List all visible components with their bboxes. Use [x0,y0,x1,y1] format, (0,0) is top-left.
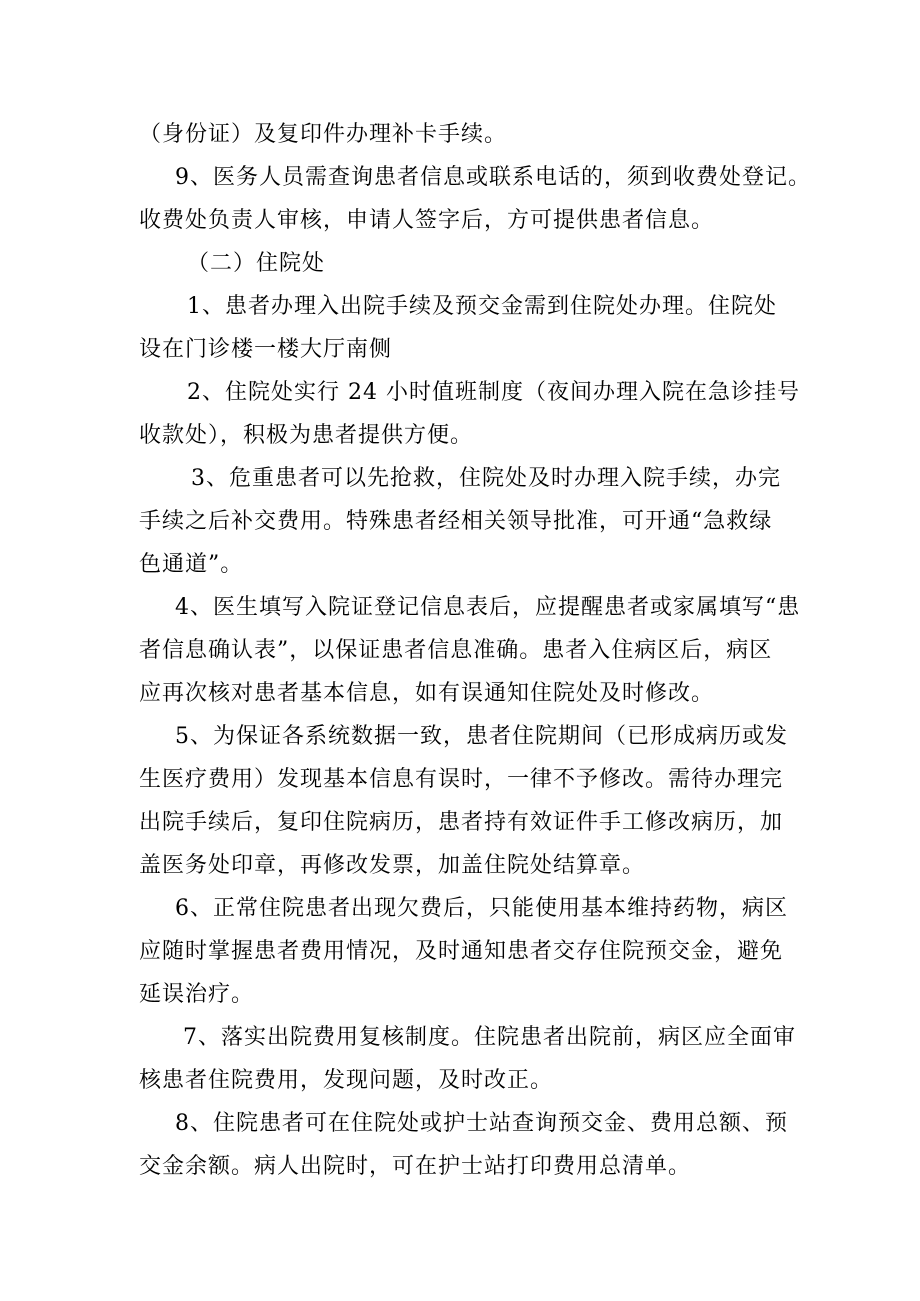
paragraph-item-9 [139,156,811,242]
document-body [139,113,811,1188]
paragraph-line: 8、住院患者可在住院处或护士站查询预交金、费用总额、预 [175,1111,788,1136]
paragraph-item-6 [139,887,789,1016]
paragraph-item-2 [139,371,800,457]
paragraph-line: 收费处负责人审核，申请人签字后，方可提供患者信息。 [139,208,715,233]
paragraph-line: 1、患者办理入出院手续及预交金需到住院处办理。住院处 [187,294,777,319]
paragraph-item-3 [139,457,789,586]
paragraph-line: 手续之后补交费用。特殊患者经相关领导批准，可开通“急救绿 [139,509,773,534]
paragraph-item-8 [139,1102,789,1188]
paragraph-item-4 [139,586,801,715]
paragraph-line: （身份证）及复印件办理补卡手续。 [139,122,508,147]
paragraph-line: 7、落实出院费用复核制度。住院患者出院前，病区应全面审 [183,1025,796,1050]
paragraph-line: 3、危重患者可以先抢救，住院处及时办理入院手续，办完 [191,466,781,491]
paragraph-line: 4、医生填写入院证登记信息表后，应提醒患者或家属填写“患 [175,595,801,620]
paragraph-line: 收款处），积极为患者提供方便。 [139,423,474,448]
paragraph-line: 核患者住院费用，发现问题，及时改正。 [139,1068,554,1093]
section-heading-text: （二）住院处 [187,251,326,276]
paragraph-item-1 [139,285,789,371]
paragraph-line: 6、正常住院患者出现欠费后，只能使用基本维持药物，病区 [175,896,788,921]
paragraph-line: 交金余额。病人出院时，可在护士站打印费用总清单。 [139,1154,692,1179]
paragraph-item-5 [139,715,789,887]
paragraph-line: 2、住院处实行 24 小时值班制度（夜间办理入院在急诊挂号 [187,380,800,405]
paragraph-line: 出院手续后，复印住院病历，患者持有效证件手工修改病历，加 [139,810,784,835]
paragraph-line: 色通道”。 [139,552,244,577]
paragraph-line: 5、为保证各系统数据一致，患者住院期间（已形成病历或发 [175,724,788,749]
paragraph-line: 设在门诊楼一楼大厅南侧 [139,337,393,362]
paragraph-line: 者信息确认表”，以保证患者信息准确。患者入住病区后，病区 [139,638,773,663]
paragraph-line: 生医疗费用）发现基本信息有误时，一律不予修改。需待办理完 [139,767,784,792]
paragraph-id-card [139,113,789,156]
paragraph-line: 应再次核对患者基本信息，如有误通知住院处及时修改。 [139,681,715,706]
section-heading [139,242,789,285]
paragraph-line: 盖医务处印章，再修改发票，加盖住院处结算章。 [139,853,646,878]
paragraph-line: 延误治疗。 [139,982,255,1007]
paragraph-line: 应随时掌握患者费用情况，及时通知患者交存住院预交金，避免 [139,939,784,964]
paragraph-item-7 [139,1016,796,1102]
paragraph-line: 9、医务人员需查询患者信息或联系电话的，须到收费处登记。 [175,165,811,190]
